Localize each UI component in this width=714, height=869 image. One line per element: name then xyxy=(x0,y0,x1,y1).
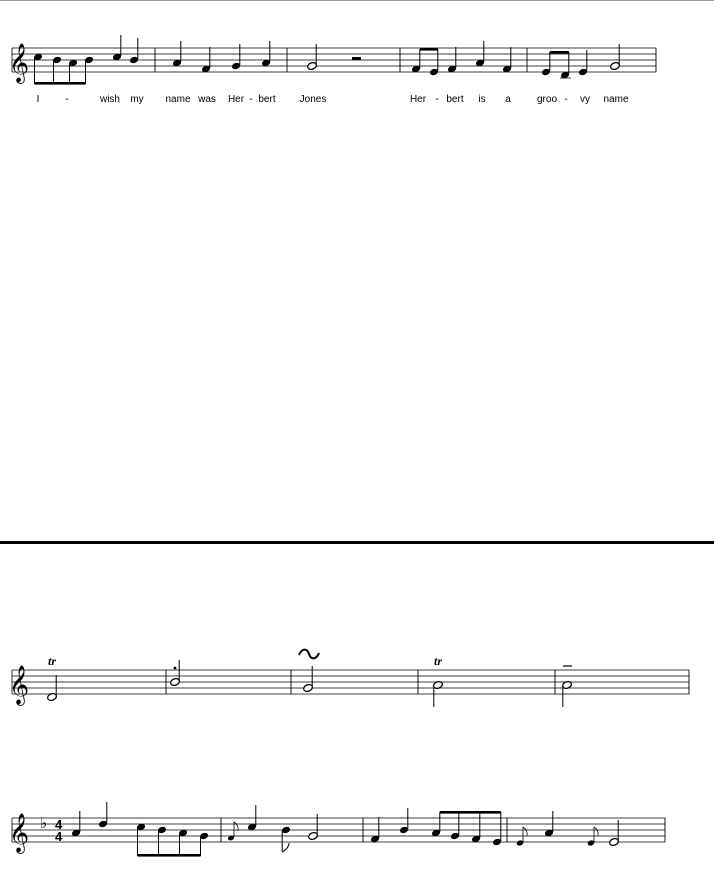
lyric-syllable: was xyxy=(198,94,216,105)
lyric-syllable: bert xyxy=(258,94,276,105)
lyric-syllable: - xyxy=(65,94,69,105)
staff-2 xyxy=(9,650,689,707)
measure-4 xyxy=(411,41,512,76)
time-signature-top: 4 xyxy=(55,817,63,832)
ornament-trill-measure xyxy=(433,654,444,707)
measure-3-1 xyxy=(71,802,209,857)
ornament-staccato-measure xyxy=(170,660,181,687)
lyric-syllable: I xyxy=(36,94,40,105)
lyric-syllable: name xyxy=(165,94,191,105)
measure-2 xyxy=(172,41,271,73)
measure-3-3 xyxy=(370,808,502,846)
lyric-syllable: Jones xyxy=(299,94,327,105)
lyric-syllable: a xyxy=(505,94,511,105)
time-signature-bottom: 4 xyxy=(55,829,63,844)
flat-key-signature-icon: ♭ xyxy=(40,814,48,832)
trill-mark: tr xyxy=(434,654,443,668)
ornament-tenuto-measure xyxy=(562,666,573,707)
beam xyxy=(35,82,86,85)
lyric-syllable: my xyxy=(130,94,144,105)
lyric-syllable: wish xyxy=(99,94,121,105)
staccato-dot xyxy=(174,667,177,670)
beam xyxy=(550,51,569,54)
lyrics-line xyxy=(37,94,629,105)
turn-icon xyxy=(299,650,319,659)
staff-3 xyxy=(9,802,665,857)
lyric-syllable: - xyxy=(249,94,253,105)
treble-clef-icon: 𝄞 xyxy=(9,43,30,83)
measure-3-2 xyxy=(227,805,318,852)
beam xyxy=(420,48,438,51)
lyric-syllable: vy xyxy=(580,94,590,105)
treble-clef-icon: 𝄞 xyxy=(9,813,30,853)
lyric-syllable: - xyxy=(435,94,439,105)
lyric-syllable: - xyxy=(564,94,568,105)
staff-1 xyxy=(9,35,656,105)
beam xyxy=(138,854,201,857)
lyric-syllable: groo xyxy=(536,94,558,105)
lyric-syllable: bert xyxy=(446,94,464,105)
lyric-syllable: Her xyxy=(227,94,245,105)
lyric-syllable: Her xyxy=(409,94,427,105)
trill-mark: tr xyxy=(48,654,57,668)
ornament-trill-measure xyxy=(47,654,58,702)
lyric-syllable: name xyxy=(603,94,629,105)
half-rest-icon xyxy=(352,57,361,60)
beam xyxy=(440,811,501,814)
lyric-syllable: is xyxy=(478,94,486,105)
measure-5 xyxy=(541,44,620,79)
treble-clef-icon: 𝄞 xyxy=(9,665,30,705)
measure-3-4 xyxy=(516,811,619,847)
ornament-turn-measure xyxy=(299,650,319,693)
